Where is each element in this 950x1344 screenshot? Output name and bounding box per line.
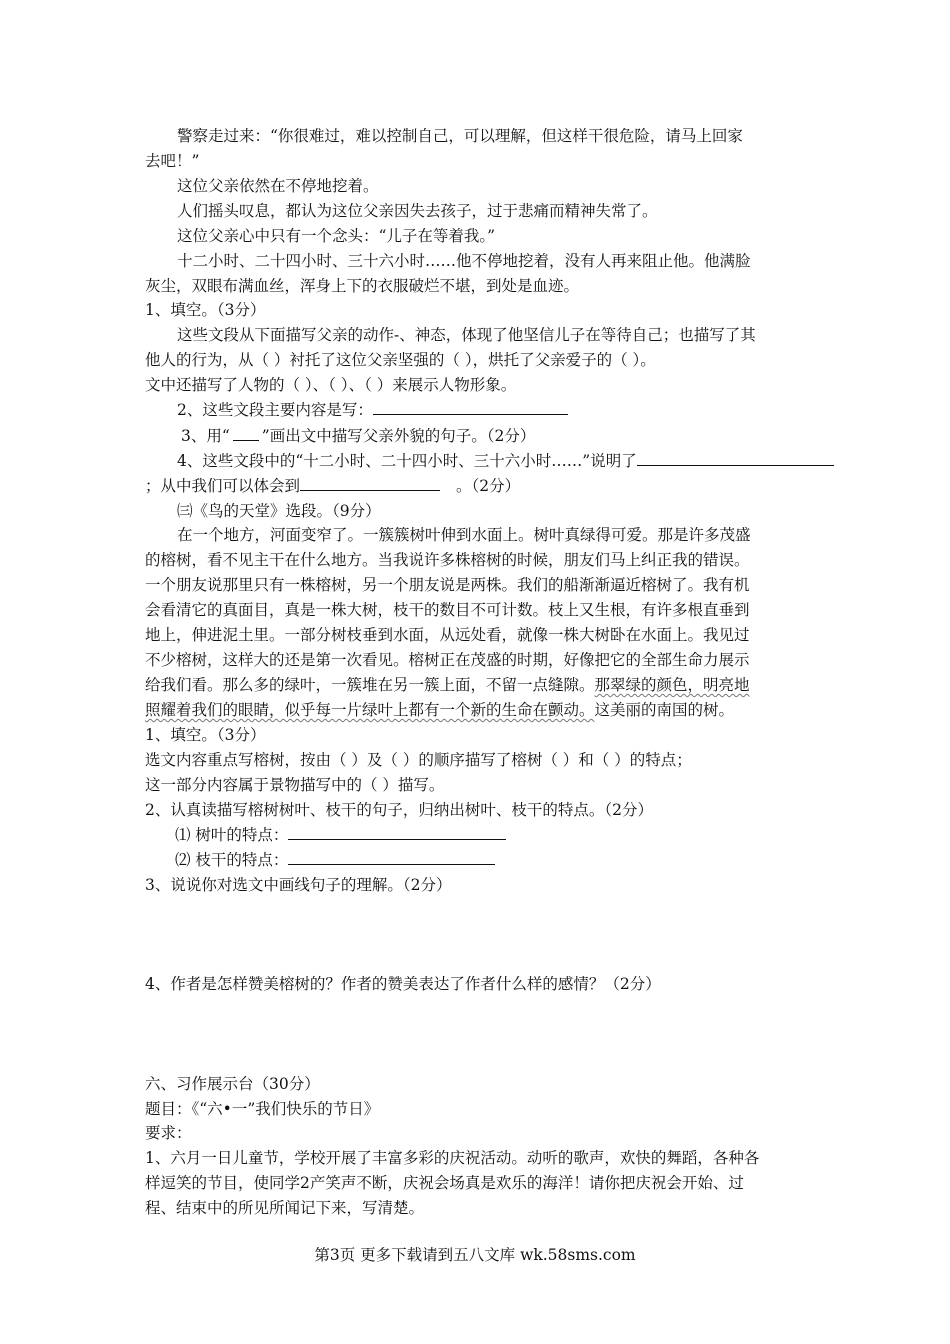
para-police-line1: 警察走过来：“你很难过，难以控制自己，可以理解，但这样干很危险，请马上回家 xyxy=(177,127,743,145)
question-1-line2: 他人的行为，从（ ）衬托了这位父亲坚强的（ ），烘托了父亲爱子的（ ）。 xyxy=(145,351,656,369)
banyan-para-line1: 在一个地方，河面变窄了。一簇簇树叶伸到水面上。树叶真绿得可爱。那是许多茂盛 xyxy=(177,526,751,544)
writing-requirements-label: 要求： xyxy=(145,1124,192,1142)
question-3-suffix: ”画出文中描写父亲外貌的句子。（2分） xyxy=(261,427,536,445)
banyan-question-3: 3、说说你对选文中画线句子的理解。（2分） xyxy=(145,876,452,894)
answer-blank[interactable] xyxy=(373,400,568,415)
leaf-feature-row xyxy=(175,825,506,845)
question-1-line1: 这些文段从下面描写父亲的动作-、神态，体现了他坚信儿子在等待自己；也描写了其 xyxy=(177,326,756,344)
answer-blank[interactable] xyxy=(300,476,440,491)
answer-blank[interactable] xyxy=(288,825,506,840)
wavy-underlined-sentence: 照耀着我们的眼睛，似乎每一片绿叶上都有一个新的生命在颤动。 xyxy=(145,701,595,719)
banyan-para-line5: 地上，伸进泥土里。一部分树枝垂到水面，从远处看，就像一株大树卧在水面上。我见过 xyxy=(145,626,750,644)
para-police-line2: 去吧！” xyxy=(145,152,200,170)
banyan-question-4: 4、作者是怎样赞美榕树的？作者的赞美表达了作者什么样的感情？（2分） xyxy=(145,975,661,993)
writing-section-heading: 六、习作展示台（30分） xyxy=(145,1075,320,1093)
writing-requirement-line2: 样逗笑的节目，使同学2产笑声不断，庆祝会场真是欢乐的海洋！请你把庆祝会开始、过 xyxy=(145,1174,744,1192)
banyan-para-line3: 一个朋友说那里只有一株榕树，另一个朋友说是两株。我们的船渐渐逼近榕树了。我有机 xyxy=(145,576,750,594)
writing-requirement-line1: 1、六月一日儿童节，学校开展了丰富多彩的庆祝活动。动听的歌声，欢快的舞蹈，各种各 xyxy=(145,1149,760,1167)
question-1-line3: 文中还描写了人物的（ ）、（ ）、（ ）来展示人物形象。 xyxy=(145,376,517,394)
section-3-heading: ㈢《鸟的天堂》选段。（9分） xyxy=(177,502,381,520)
para-people-sigh: 人们摇头叹息，都认为这位父亲因失去孩子，过于悲痛而精神失常了。 xyxy=(177,202,658,220)
question-4 xyxy=(177,451,834,471)
underline-marker xyxy=(233,426,259,441)
banyan-question-1-line2: 这一部分内容属于景物描写中的（ ）描写。 xyxy=(145,776,445,794)
question-4-suffix: 。（2分） xyxy=(456,477,521,495)
answer-blank[interactable] xyxy=(637,451,834,466)
banyan-para-line8 xyxy=(145,700,734,720)
writing-title: 题目：《“六•一”我们快乐的节日》 xyxy=(145,1100,380,1118)
para-hours-line2: 灰尘，双眼布满血丝，浑身上下的衣服破烂不堪，到处是血迹。 xyxy=(145,277,580,295)
question-4-prefix: ；从中我们可以体会到 xyxy=(145,477,301,495)
para-hours-line1: 十二小时、二十四小时、三十六小时……他不停地挖着，没有人再来阻止他。他满脸 xyxy=(177,252,751,270)
page-footer: 第3页 更多下载请到五八文库 wk.58sms.com xyxy=(314,1246,636,1264)
banyan-plain-text: 这美丽的南国的树。 xyxy=(594,701,735,719)
para-father-thought: 这位父亲心中只有一个念头：“儿子在等着我。” xyxy=(177,227,496,245)
question-4-line2 xyxy=(145,476,520,496)
leaf-feature-label: ⑴ 树叶的特点： xyxy=(175,826,289,844)
banyan-question-1-line1: 选文内容重点写榕树，按由（ ）及（ ）的顺序描写了榕树（ ）和（ ）的特点； xyxy=(145,751,692,769)
writing-requirement-line3: 程、结束中的所见所闻记下来，写清楚。 xyxy=(145,1199,425,1217)
question-4-text: 4、这些文段中的“十二小时、二十四小时、三十六小时……”说明了 xyxy=(177,452,637,470)
banyan-para-line2: 的榕树，看不见主干在什么地方。当我说许多株榕树的时候，朋友们马上纠正我的错误。 xyxy=(145,551,750,569)
question-3 xyxy=(181,426,535,446)
answer-blank[interactable] xyxy=(288,850,495,865)
banyan-question-1-heading: 1、填空。（3分） xyxy=(145,726,266,744)
banyan-para-line4: 会看清它的真面目，真是一株大树，枝干的数目不可计数。枝上又生根，有许多根直垂到 xyxy=(145,601,750,619)
banyan-para-line6: 不少榕树，这样大的还是第一次看见。榕树正在茂盛的时期，好像把它的全部生命力展示 xyxy=(145,651,750,669)
banyan-para-line7 xyxy=(145,675,750,695)
wavy-underlined-sentence: 那翠绿的颜色，明亮地 xyxy=(594,676,750,694)
branch-feature-label: ⑵ 枝干的特点： xyxy=(175,851,289,869)
question-2 xyxy=(177,400,568,420)
banyan-question-2: 2、认真读描写榕树树叶、枝干的句子，归纳出树叶、枝干的特点。（2分） xyxy=(145,801,653,819)
branch-feature-row xyxy=(175,850,495,870)
question-1-heading: 1、填空。（3分） xyxy=(145,301,266,319)
question-3-prefix: 3、用“ xyxy=(181,427,230,445)
question-2-text: 2、这些文段主要内容是写： xyxy=(177,401,373,419)
banyan-plain-text: 给我们看。那么多的绿叶，一簇堆在另一簇上面，不留一点缝隙。 xyxy=(145,676,595,694)
para-father-digging: 这位父亲依然在不停地挖着。 xyxy=(177,177,379,195)
